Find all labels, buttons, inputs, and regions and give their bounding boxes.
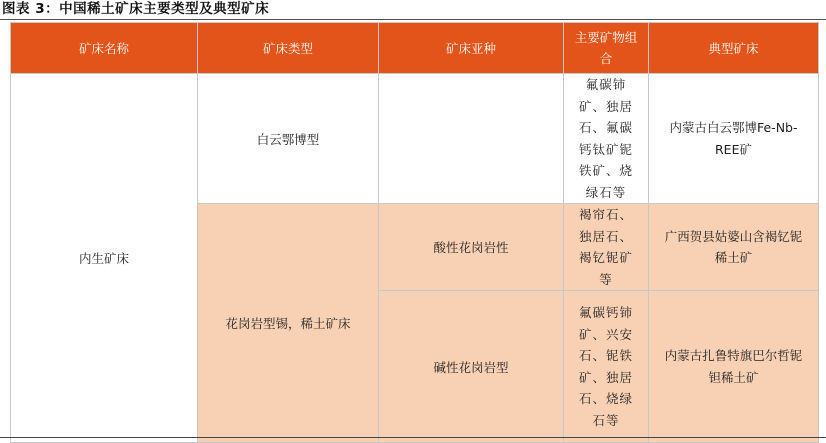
header-deposit-name: 矿床名称	[11, 23, 198, 74]
acid-minerals-cell: 褐帘石、独居石、褐钇铌矿等	[564, 204, 649, 291]
table-header-row	[11, 23, 819, 74]
bottom-divider	[0, 437, 826, 438]
title-divider	[0, 19, 826, 20]
header-mineral-combination: 主要矿物组合	[564, 23, 649, 74]
header-deposit-type: 矿床类型	[198, 23, 379, 74]
alkaline-typical-cell: 内蒙古扎鲁特旗巴尔哲铌钽稀土矿	[649, 291, 819, 443]
table-row	[11, 74, 819, 204]
alkaline-minerals-cell: 氟碳钙铈矿、兴安石、铌铁矿、独居石、烧绿石等	[564, 291, 649, 443]
granite-type-cell: 花岗岩型锡，稀土矿床	[198, 204, 379, 443]
header-typical-deposit: 典型矿床	[649, 23, 819, 74]
baiyun-typical-cell: 内蒙古白云鄂博Fe-Nb-REE矿	[649, 74, 819, 204]
figure-title: 图表 3：中国稀土矿床主要类型及典型矿床	[2, 1, 270, 17]
acid-subtype-cell: 酸性花岗岩性	[379, 204, 564, 291]
baiyun-minerals-cell: 氟碳铈矿、独居石、氟碳钙钛矿铌铁矿、烧绿石等	[564, 74, 649, 204]
alkaline-subtype-cell: 碱性花岗岩型	[379, 291, 564, 443]
rare-earth-deposit-table	[10, 22, 819, 443]
baiyun-type-cell: 白云鄂博型	[198, 74, 379, 204]
deposit-name-cell: 内生矿床	[11, 74, 198, 443]
baiyun-subtype-cell	[379, 74, 564, 204]
acid-typical-cell: 广西贺县姑婆山含褐钇铌稀土矿	[649, 204, 819, 291]
header-deposit-subtype: 矿床亚种	[379, 23, 564, 74]
